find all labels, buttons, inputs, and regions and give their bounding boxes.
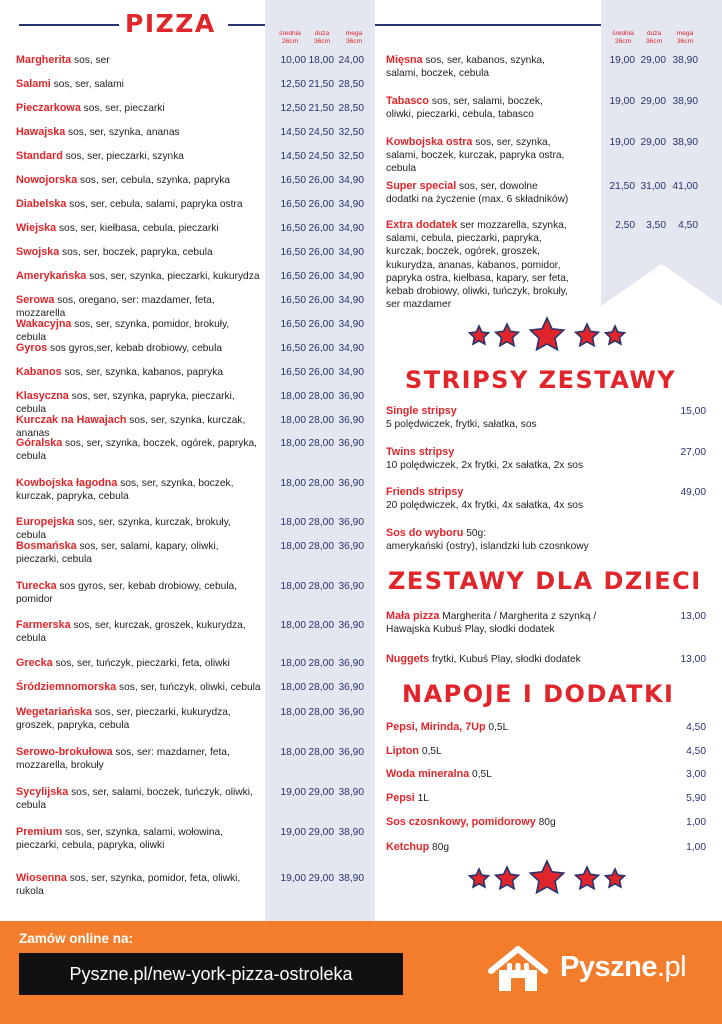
item-name: Bosmańska — [16, 540, 77, 552]
price-srednia: 16,50 — [280, 199, 306, 210]
item-desc: sos, ser, salami, boczek, tuńczyk, oliwki, cebula — [16, 787, 253, 812]
price-mega: 36,90 — [338, 581, 364, 592]
price-duza: 29,00 — [640, 137, 666, 148]
menu-item-ketchup — [386, 841, 646, 854]
star-icon — [470, 869, 489, 887]
price-mega: 36,90 — [338, 682, 364, 693]
price-srednia: 18,00 — [280, 707, 306, 718]
menu-item-gyros — [16, 342, 262, 355]
price-duza: 26,00 — [308, 271, 334, 282]
item-price: 1,00 — [686, 842, 706, 853]
item-name: Wakacyjna — [16, 318, 72, 330]
menu-item-kowbojska-ostra — [386, 136, 569, 176]
price-srednia: 18,00 — [280, 391, 306, 402]
item-desc: sos gyros, ser, kebab drobiowy, cebula, pomidor — [16, 581, 238, 606]
item-desc: sos, ser, tuńczyk, pieczarki, feta, oliwki — [52, 658, 230, 669]
price-srednia: 16,50 — [280, 175, 306, 186]
size-header-size: 26cm — [281, 37, 299, 45]
item-desc: sos, ser, kurczak, groszek, kukurydza, cebula — [16, 620, 246, 645]
price-mega: 34,90 — [338, 175, 364, 186]
stars-divider-top — [467, 315, 627, 357]
item-name: Wiejska — [16, 222, 57, 234]
star-icon — [496, 867, 519, 889]
price-duza: 28,00 — [308, 438, 334, 449]
price-duza: 26,00 — [308, 247, 334, 258]
item-desc: sos, ser, salami, kapary, oliwki, pieczarki, cebula — [16, 541, 219, 566]
price-mega: 38,90 — [672, 137, 698, 148]
item-desc: 0,5L — [418, 746, 442, 757]
menu-item-bosmanska — [16, 540, 262, 566]
item-desc: sos, ser, szynka, pomidor, feta, oliwki, rukola — [16, 873, 241, 898]
item-desc: Margherita / Margherita z szynką / Hawajska Kubuś Play, słodki dodatek — [386, 611, 597, 636]
price-mega: 32,50 — [338, 127, 364, 138]
price-duza: 26,00 — [308, 223, 334, 234]
price-mega: 38,90 — [672, 55, 698, 66]
price-srednia: 18,00 — [280, 658, 306, 669]
item-name: Diabelska — [16, 198, 67, 210]
pyszne-brand-logo[interactable] — [487, 943, 707, 998]
price-srednia: 19,00 — [280, 787, 306, 798]
item-desc: 5 polędwiczek, frytki, sałatka, sos — [386, 419, 537, 431]
item-desc: sos, ser, kiełbasa, cebula, pieczarki — [56, 223, 219, 234]
menu-item-wiejska — [16, 222, 262, 235]
item-desc: 80g — [535, 817, 556, 828]
menu-item-hawajska — [16, 126, 262, 139]
item-name: Kabanos — [16, 366, 62, 378]
price-srednia: 16,50 — [280, 271, 306, 282]
brand-wordmark-main: Pyszne — [560, 951, 657, 983]
price-srednia: 21,50 — [609, 181, 635, 192]
order-url-link[interactable]: Pyszne.pl/new-york-pizza-ostroleka — [69, 964, 353, 984]
size-header — [669, 30, 701, 45]
size-header-label: średnia — [612, 30, 634, 37]
item-desc: sos, ser, szynka, salami, boczek, kurczak, papryka ostra, cebula — [386, 137, 565, 175]
item-name: Europejska — [16, 516, 75, 528]
price-mega: 36,90 — [338, 478, 364, 489]
item-name: Extra dodatek — [386, 219, 458, 231]
order-url-box[interactable] — [19, 953, 403, 995]
menu-item-srodziemnomorska — [16, 681, 262, 694]
menu-item-nowojorska — [16, 174, 262, 187]
item-name: Twins stripsy — [386, 446, 455, 458]
price-srednia: 19,00 — [609, 55, 635, 66]
item-desc: sos, ser, szynka, boczek, kurczak, papryka, cebula — [16, 478, 234, 503]
price-mega: 38,90 — [338, 827, 364, 838]
item-name: Pepsi — [386, 792, 415, 804]
item-desc: sos, ser, cebula, salami, papryka ostra — [66, 199, 243, 210]
item-name: Ketchup — [386, 841, 430, 853]
item-price: 4,50 — [686, 746, 706, 757]
item-desc: sos, ser, pieczarki, szynka — [62, 151, 184, 162]
menu-item-tabasco — [386, 95, 569, 121]
item-desc: sos, ser, szynka, kabanos, papryka — [61, 367, 223, 378]
price-mega: 41,00 — [672, 181, 698, 192]
stripsy-title: STRIPSY ZESTAWY — [405, 366, 677, 394]
order-online-label: Zamów online na: — [19, 931, 134, 946]
star-icon — [606, 326, 625, 344]
price-duza: 28,00 — [308, 478, 334, 489]
napoje-title: NAPOJE I DODATKI — [402, 680, 675, 708]
size-header-label: mega — [345, 30, 363, 37]
pizza-title-rule-right — [228, 24, 265, 26]
menu-item-wiosenna — [16, 872, 262, 898]
price-mega: 34,90 — [338, 295, 364, 306]
price-mega: 4,50 — [678, 220, 698, 231]
item-name: Swojska — [16, 246, 60, 258]
stars-divider-bottom — [467, 858, 627, 900]
item-desc: sos, ser, pieczarki, kukurydza, groszek, papryka, cebula — [16, 707, 231, 732]
price-srednia: 18,00 — [280, 415, 306, 426]
price-mega: 36,90 — [338, 707, 364, 718]
item-desc: sos, ser, szynka, pomidor, brokuły, cebula — [16, 319, 230, 344]
item-name: Farmerska — [16, 619, 71, 631]
size-header — [274, 30, 306, 45]
star-icon — [606, 869, 625, 887]
price-duza: 28,00 — [308, 581, 334, 592]
price-srednia: 16,50 — [280, 223, 306, 234]
dzieci-title: ZESTAWY DLA DZIECI — [388, 567, 702, 595]
price-duza: 26,00 — [308, 175, 334, 186]
pizza-title-rule-left — [19, 24, 119, 26]
menu-item-woda-mineralna — [386, 768, 646, 781]
star-icon — [470, 326, 489, 344]
menu-item-pepsi-mirinda-7up — [386, 721, 646, 734]
item-desc: sos, ser, szynka, pieczarki, kukurydza — [86, 271, 260, 282]
item-name: Standard — [16, 150, 63, 162]
item-desc: sos, ser, dowolne dodatki na życzenie (max. 6 składników) — [386, 181, 569, 206]
star-icon — [530, 861, 563, 893]
menu-item-extra-dodatek — [386, 219, 569, 311]
size-header-size: 26cm — [614, 37, 632, 45]
menu-item-margherita — [16, 54, 262, 67]
brand-wordmark-tld: .pl — [656, 951, 687, 983]
price-mega: 36,90 — [338, 620, 364, 631]
price-srednia: 18,00 — [280, 541, 306, 552]
item-desc: sos, ser, cebula, szynka, papryka — [77, 175, 231, 186]
price-duza: 26,00 — [308, 367, 334, 378]
price-mega: 34,90 — [338, 271, 364, 282]
item-name: Margherita — [16, 54, 72, 66]
price-srednia: 18,00 — [280, 517, 306, 528]
item-desc: sos, ser, salami, boczek, oliwki, pieczarki, cebula, tabasco — [386, 96, 543, 121]
menu-item-amerykanska — [16, 270, 262, 283]
item-price: 13,00 — [680, 611, 706, 622]
item-name: Friends stripsy — [386, 486, 464, 498]
menu-item-sycylijska — [16, 786, 262, 812]
size-header-label: mega — [676, 30, 694, 37]
menu-item-pieczarkowa — [16, 102, 262, 115]
menu-item-kowbojska-lagodna — [16, 477, 262, 503]
size-header-label: duża — [314, 30, 330, 37]
star-icon — [576, 324, 599, 346]
menu-item-europejska — [16, 516, 262, 542]
item-desc: sos, ser, kabanos, szynka, salami, boczek, cebula — [386, 55, 545, 80]
item-name: Nuggets — [386, 653, 430, 665]
item-price: 3,00 — [686, 769, 706, 780]
item-name: Mała pizza — [386, 610, 440, 622]
price-srednia: 12,50 — [280, 103, 306, 114]
menu-item-goralska — [16, 437, 262, 463]
price-srednia: 16,50 — [280, 319, 306, 330]
price-duza: 28,00 — [308, 707, 334, 718]
pizza-title-rule-far — [375, 24, 601, 26]
price-srednia: 14,50 — [280, 127, 306, 138]
price-mega: 36,90 — [338, 391, 364, 402]
item-desc: sos, ser, szynka, boczek, ogórek, papryka, cebula — [16, 438, 258, 463]
item-name: Super special — [386, 180, 457, 192]
item-desc: sos, ser, szynka, salami, wołowina, pieczarki, cebula, papryka, oliwki — [16, 827, 223, 852]
item-name: Tabasco — [386, 95, 430, 107]
size-header — [638, 30, 670, 45]
item-name: Sos czosnkowy, pomidorowy — [386, 816, 536, 828]
price-mega: 38,90 — [672, 96, 698, 107]
price-srednia: 16,50 — [280, 367, 306, 378]
menu-item-pepsi — [386, 792, 646, 805]
size-header-label: średnia — [279, 30, 301, 37]
price-duza: 29,00 — [640, 55, 666, 66]
menu-item-grecka — [16, 657, 262, 670]
menu-item-miesna — [386, 54, 569, 80]
item-price: 4,50 — [686, 722, 706, 733]
menu-item-standard — [16, 150, 262, 163]
price-srednia: 18,00 — [280, 682, 306, 693]
size-header-size: 36cm — [345, 37, 363, 45]
price-mega: 36,90 — [338, 658, 364, 669]
price-srednia: 16,50 — [280, 295, 306, 306]
menu-item-klasyczna — [16, 390, 262, 416]
price-duza: 28,00 — [308, 682, 334, 693]
price-mega: 36,90 — [338, 541, 364, 552]
item-desc: sos, ser, boczek, papryka, cebula — [59, 247, 213, 258]
size-header — [607, 30, 639, 45]
item-name: Sycylijska — [16, 786, 69, 798]
price-mega: 36,90 — [338, 747, 364, 758]
item-desc: 10 polędwiczek, 2x frytki, 2x sałatka, 2x sos — [386, 460, 584, 472]
price-srednia: 19,00 — [609, 137, 635, 148]
price-mega: 34,90 — [338, 367, 364, 378]
house-logo-icon — [487, 945, 549, 995]
menu-item-farmerska — [16, 619, 262, 645]
size-header-size: 36cm — [313, 37, 331, 45]
price-mega: 38,90 — [338, 787, 364, 798]
item-name-suffix: 50g: — [463, 528, 487, 539]
price-duza: 28,00 — [308, 391, 334, 402]
price-srednia: 10,00 — [280, 55, 306, 66]
item-price: 15,00 — [680, 406, 706, 417]
pizza-title: PIZZA — [125, 9, 216, 38]
item-name: Klasyczna — [16, 390, 69, 402]
price-mega: 34,90 — [338, 199, 364, 210]
item-name: Wiosenna — [16, 872, 67, 884]
item-desc: sos, ser, tuńczyk, oliwki, cebula — [116, 682, 261, 693]
menu-item-diabelska — [16, 198, 262, 211]
price-mega: 38,90 — [338, 873, 364, 884]
item-name: Pieczarkowa — [16, 102, 81, 114]
item-desc: 20 polędwiczek, 4x frytki, 4x sałatka, 4x sos — [386, 500, 584, 512]
size-header-size: 36cm — [645, 37, 663, 45]
item-name: Woda mineralna — [386, 768, 470, 780]
price-duza: 24,50 — [308, 127, 334, 138]
menu-item-premium — [16, 826, 262, 852]
item-price: 49,00 — [680, 487, 706, 498]
item-desc: sos, ser, szynka, kurczak, brokuły, cebula — [16, 517, 231, 542]
item-desc: sos, oregano, ser: mazdamer, feta, mozzarella — [16, 295, 215, 320]
price-srednia: 19,00 — [609, 96, 635, 107]
item-name: Turecka — [16, 580, 57, 592]
item-name: Amerykańska — [16, 270, 87, 282]
item-desc: 80g — [429, 842, 450, 853]
item-price: 13,00 — [680, 654, 706, 665]
item-desc: sos, ser, szynka, kurczak, ananas — [16, 415, 246, 440]
price-duza: 3,50 — [646, 220, 666, 231]
item-desc: sos, ser, salami — [50, 79, 124, 90]
price-duza: 28,00 — [308, 620, 334, 631]
item-desc: ser mozzarella, szynka, salami, cebula, pieczarki, papryka, kurczak, boczek, ogórek, groszek, kukurydza, ananas, kabanos, pomidor, papryka ostra, kiełbasa, kapary, ser feta, kebab drobiowy, oliwki, tuńczyk, brokuły, ser mazdamer — [386, 220, 569, 311]
price-duza: 28,00 — [308, 747, 334, 758]
item-price: 1,00 — [686, 817, 706, 828]
price-mega: 34,90 — [338, 343, 364, 354]
menu-item-serowa — [16, 294, 262, 320]
price-mega: 24,00 — [338, 55, 364, 66]
item-name: Kurczak na Hawajach — [16, 414, 127, 426]
price-mega: 36,90 — [338, 415, 364, 426]
item-name: Sos do wyboru — [386, 527, 464, 539]
price-duza: 28,00 — [308, 415, 334, 426]
item-name: Mięsna — [386, 54, 423, 66]
item-name: Premium — [16, 826, 63, 838]
item-desc: sos, ser, pieczarki — [80, 103, 165, 114]
item-name: Serowo-brokułowa — [16, 746, 113, 758]
price-srednia: 12,50 — [280, 79, 306, 90]
price-duza: 28,00 — [308, 541, 334, 552]
price-mega: 34,90 — [338, 247, 364, 258]
item-desc: sos, ser, szynka, papryka, pieczarki, cebula — [16, 391, 235, 416]
item-name: Kowbojska łagodna — [16, 477, 118, 489]
price-mega: 36,90 — [338, 517, 364, 528]
brand-wordmark — [560, 951, 686, 984]
menu-item-single-stripsy — [386, 405, 646, 431]
menu-item-salami — [16, 78, 262, 91]
menu-item-turecka — [16, 580, 262, 606]
item-name: Góralska — [16, 437, 63, 449]
item-name: Pepsi, Mirinda, 7Up — [386, 721, 486, 733]
price-mega: 28,50 — [338, 103, 364, 114]
item-name: Salami — [16, 78, 51, 90]
price-duza: 18,00 — [308, 55, 334, 66]
price-mega: 32,50 — [338, 151, 364, 162]
item-desc: amerykański (ostry), islandzki lub czosnkowy — [386, 541, 589, 553]
item-desc: sos, ser, szynka, ananas — [65, 127, 180, 138]
size-header-label: duża — [646, 30, 662, 37]
price-duza: 29,00 — [308, 827, 334, 838]
star-icon — [576, 867, 599, 889]
price-duza: 29,00 — [308, 873, 334, 884]
price-mega: 28,50 — [338, 79, 364, 90]
star-icon — [496, 324, 519, 346]
price-mega: 34,90 — [338, 223, 364, 234]
star-icon — [530, 318, 563, 350]
price-srednia: 18,00 — [280, 747, 306, 758]
item-name: Gyros — [16, 342, 48, 354]
price-srednia: 16,50 — [280, 247, 306, 258]
menu-item-super-special — [386, 180, 569, 206]
menu-item-mala-pizza — [386, 610, 641, 636]
item-name: Nowojorska — [16, 174, 78, 186]
item-name: Lipton — [386, 745, 419, 757]
menu-item-nuggets — [386, 653, 641, 666]
price-duza: 24,50 — [308, 151, 334, 162]
price-srednia: 19,00 — [280, 873, 306, 884]
item-name: Serowa — [16, 294, 55, 306]
price-duza: 28,00 — [308, 658, 334, 669]
price-srednia: 18,00 — [280, 620, 306, 631]
item-desc: 0,5L — [485, 722, 509, 733]
menu-item-wakacyjna — [16, 318, 262, 344]
item-name: Kowbojska ostra — [386, 136, 473, 148]
menu-item-lipton — [386, 745, 646, 758]
price-duza: 26,00 — [308, 295, 334, 306]
price-srednia: 2,50 — [615, 220, 635, 231]
item-name: Grecka — [16, 657, 53, 669]
footer-banner — [0, 921, 722, 1024]
item-price: 27,00 — [680, 447, 706, 458]
menu-item-twins-stripsy — [386, 446, 646, 472]
menu-item-sos-do-wyboru — [386, 527, 646, 553]
item-name: Wegetariańska — [16, 706, 93, 718]
price-duza: 29,00 — [308, 787, 334, 798]
price-srednia: 19,00 — [280, 827, 306, 838]
price-srednia: 18,00 — [280, 438, 306, 449]
price-srednia: 14,50 — [280, 151, 306, 162]
item-desc: 1L — [414, 793, 429, 804]
item-desc: frytki, Kubuś Play, słodki dodatek — [429, 654, 581, 665]
menu-item-kabanos — [16, 366, 262, 379]
price-duza: 21,50 — [308, 103, 334, 114]
price-duza: 28,00 — [308, 517, 334, 528]
price-duza: 26,00 — [308, 319, 334, 330]
menu-item-friends-stripsy — [386, 486, 646, 512]
item-name: Single stripsy — [386, 405, 457, 417]
price-strip-notch — [601, 260, 722, 306]
item-name: Hawajska — [16, 126, 66, 138]
item-name: Śródziemnomorska — [16, 681, 117, 693]
price-srednia: 18,00 — [280, 581, 306, 592]
price-duza: 21,50 — [308, 79, 334, 90]
price-mega: 36,90 — [338, 438, 364, 449]
menu-item-sos-czosnkowy-pomidorowy — [386, 816, 646, 829]
item-desc: sos, ser: mazdamer, feta, mozzarella, brokuły — [16, 747, 230, 772]
price-mega: 34,90 — [338, 319, 364, 330]
price-duza: 29,00 — [640, 96, 666, 107]
price-srednia: 18,00 — [280, 478, 306, 489]
menu-item-serowo-brokulowa — [16, 746, 262, 772]
price-srednia: 16,50 — [280, 343, 306, 354]
item-price: 5,90 — [686, 793, 706, 804]
size-header — [306, 30, 338, 45]
menu-item-wegetarianska — [16, 706, 262, 732]
item-desc: sos, ser — [71, 55, 110, 66]
menu-item-swojska — [16, 246, 262, 259]
size-header-size: 36cm — [676, 37, 694, 45]
price-duza: 26,00 — [308, 199, 334, 210]
item-desc: sos gyros,ser, kebab drobiowy, cebula — [47, 343, 223, 354]
price-duza: 31,00 — [640, 181, 666, 192]
item-desc: 0,5L — [469, 769, 492, 780]
price-duza: 26,00 — [308, 343, 334, 354]
size-header — [338, 30, 370, 45]
